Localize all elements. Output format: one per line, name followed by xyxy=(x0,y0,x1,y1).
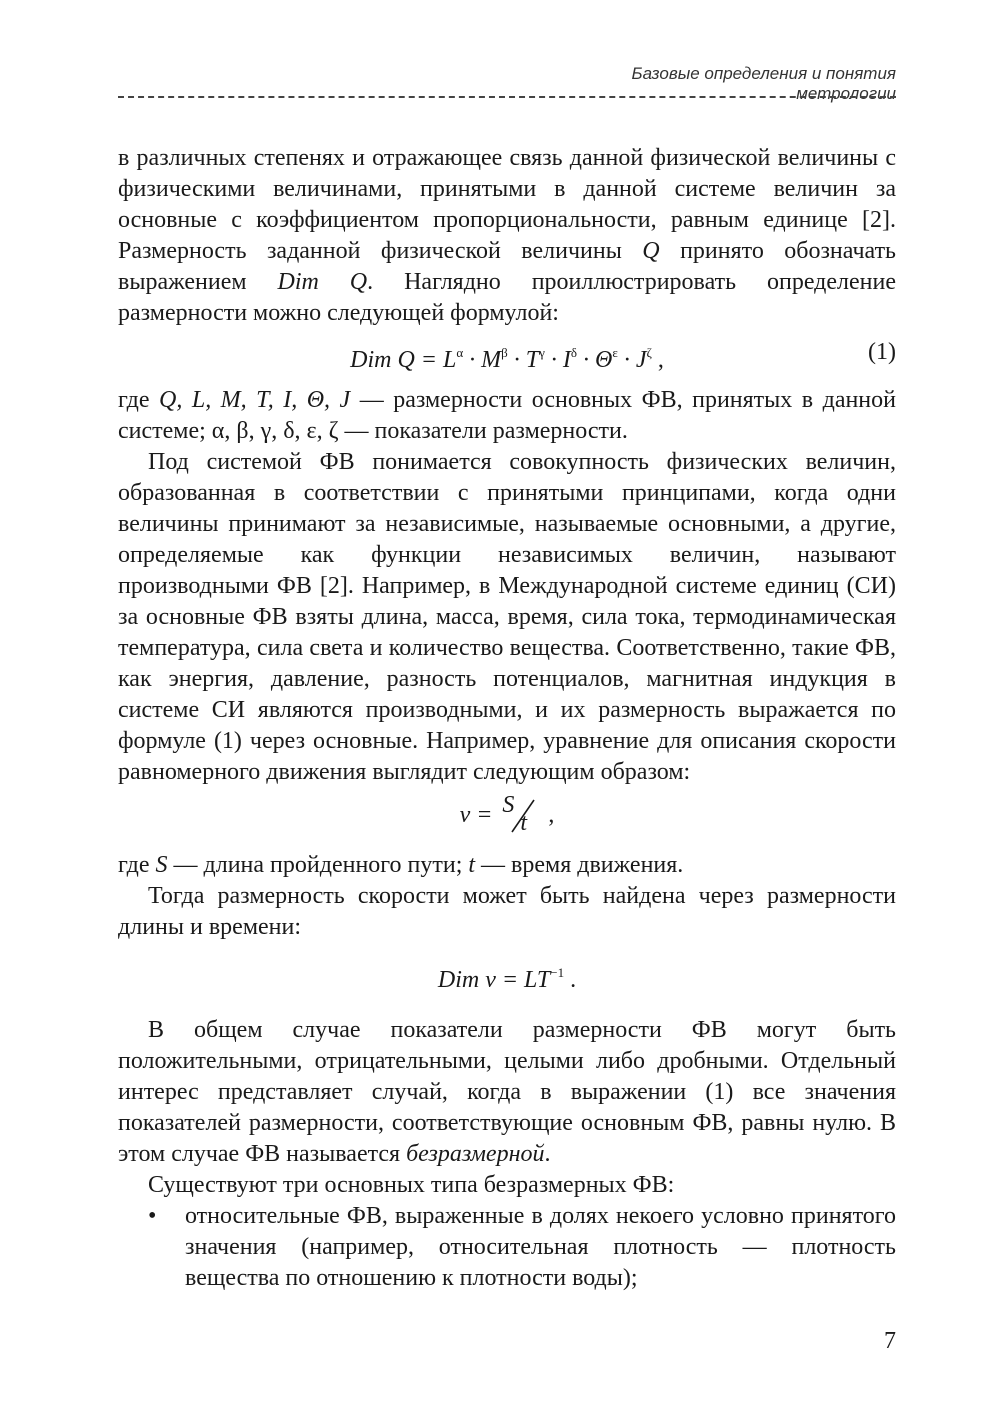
symbol-list: Q, L, M, T, I, Θ, J xyxy=(159,387,351,413)
paragraph-text: в различных степенях и отражающее связь данной физической величины с физическими величинами, принятыми в данной системе величин за основные с коэффициентом пропорциональности, равным единице [2]. Размерность заданной физической величины xyxy=(118,145,896,264)
running-header: Базовые определения и понятия метрологии xyxy=(631,64,896,103)
paragraph-system: Под системой ФВ понимается совокупность физических величин, образованная в соответствии с принятыми принципами, когда одни величины принимают за независимые, называемые основными, а другие, определяемые как функции независимых величин, называют производными ФВ [2]. Например, в Международной системе единиц (СИ) за основные ФВ взяты длина, масса, время, сила тока, термодинамическая температура, сила света и количество вещества. Соответственно, такие ФВ, как энергия, давление, разность потенциалов, магнитная индукция в системе СИ являются производными, и их размерность выражается по формуле (1) через основные. Например, уравнение для описания скорости равномерного движения выглядит следующим образом: xyxy=(118,449,896,785)
paragraph-definition xyxy=(118,143,896,329)
list-item xyxy=(118,1201,896,1294)
emphasis-term: безразмерной xyxy=(406,1141,545,1167)
formula-dim-v xyxy=(118,943,896,1015)
formula-1-expression: Dim $Q = L^\alpha \cdot M^\beta \cdot T^\gamma \cdot I^\delta \cdot \Theta^\varepsilon \cdot J^\zeta$ , xyxy=(350,345,664,373)
formula-velocity-expression: v = S t , xyxy=(118,796,896,840)
list-item-text: относительные ФВ, выраженные в долях некоего условно принятого значения (например, относительная плотность — плотность вещества по отношению к плотности воды); xyxy=(185,1203,896,1291)
paragraph-variables: где Q, L, M, T, I, Θ, J — размерности основных ФВ, принятых в данной системе; α, β, γ, δ, ε, ζ — показатели размерности. xyxy=(118,387,896,444)
header-divider xyxy=(118,96,896,98)
page-body xyxy=(118,143,896,1294)
paragraph-text: . Наглядно проиллюстрировать определение размерности можно следующей формулой: xyxy=(118,269,897,326)
paragraph-where: где S — длина пройденного пути; t — время движения. xyxy=(118,852,684,878)
paragraph-velocity-dimension: Тогда размерность скорости может быть найдена через размерности длины и времени: xyxy=(118,883,896,940)
formula-1-number: (1) xyxy=(868,339,896,365)
formula-dim-v-expression: Dim $v = LT^{-1}$ . xyxy=(437,965,577,993)
fraction: S t xyxy=(498,796,542,840)
symbol-q: Q xyxy=(642,238,660,264)
bullet-icon: • xyxy=(148,1203,157,1229)
formula-1 xyxy=(118,329,896,385)
page-number: 7 xyxy=(884,1328,896,1354)
symbol-dim-q: Dim Q xyxy=(277,269,368,295)
paragraph-text: принято обозначать выражением xyxy=(118,238,897,295)
formula-velocity xyxy=(118,788,896,850)
paragraph-dimensionless: В общем случае показатели размерности ФВ могут быть положительными, отрицательными, целыми либо дробными. Отдельный интерес представляет случай, когда в выражении (1) все значения показателей размерности, соответствующие основным ФВ, равны нулю. В этом случае ФВ называется безразмерной. xyxy=(118,1017,896,1167)
paragraph-types: Существуют три основных типа безразмерных ФВ: xyxy=(148,1172,675,1198)
